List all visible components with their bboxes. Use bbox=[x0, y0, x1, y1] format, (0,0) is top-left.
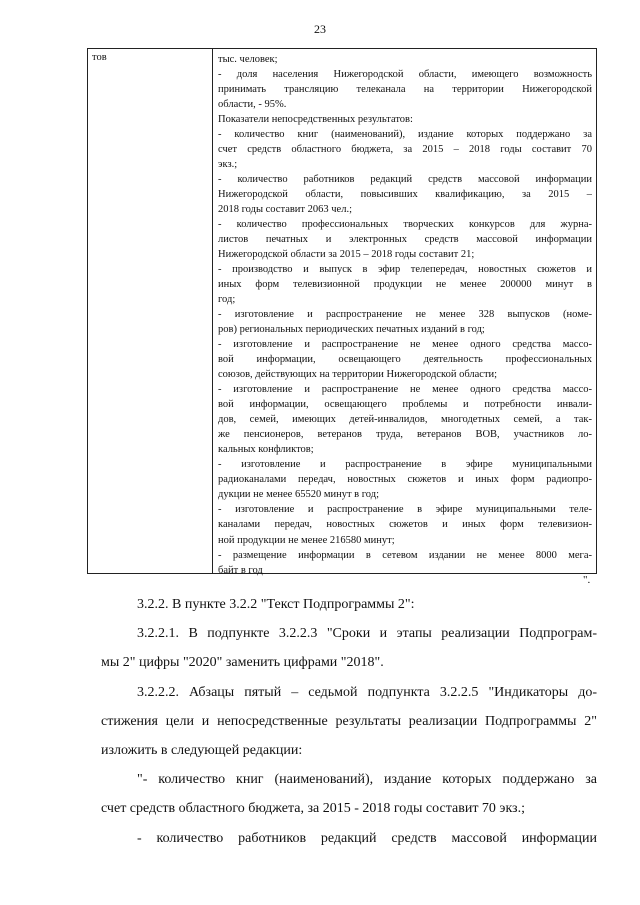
closing-quote: ". bbox=[583, 574, 591, 586]
table-line: - изготовление и распространение в эфире муниципальными bbox=[218, 459, 592, 471]
table-line: - количество книг (наименований), издание которых поддержано за bbox=[218, 129, 592, 141]
table-line: - изготовление и распространение не менее 328 выпусков (номе- bbox=[218, 309, 592, 321]
table-line: ной продукции не менее 216580 минут; bbox=[218, 534, 395, 546]
table-line: - изготовление и распространение не менее одного средства массо- bbox=[218, 339, 592, 351]
table-line: тыс. человек; bbox=[218, 54, 278, 65]
table-line: принимать трансляцию телеканала на территории Нижегородской bbox=[218, 84, 592, 96]
table-line: дов, семей, имеющих детей-инвалидов, многодетных семей, а так- bbox=[218, 414, 592, 426]
table-line: дукции не менее 65520 минут в год; bbox=[218, 489, 380, 501]
paragraph-line: 3.2.2. В пункте 3.2.2 "Текст Подпрограммы 2": bbox=[137, 597, 415, 612]
table-line: 2018 годы составит 2063 чел.; bbox=[218, 204, 352, 216]
table-line: - изготовление и распространение в эфире муниципальными теле- bbox=[218, 504, 592, 516]
table-line: байт в год bbox=[218, 564, 263, 576]
table-line: же пенсионеров, ветеранов труда, ветеранов ВОВ, участников ло- bbox=[218, 429, 592, 441]
table-line: иных форм телевизионной продукции не менее 200000 минут в bbox=[218, 279, 592, 291]
table-line: радиоканалами передач, новостных сюжетов и иных форм радиопро- bbox=[218, 474, 592, 486]
table-line: каналами передач, новостных сюжетов и иных форм телевизион- bbox=[218, 519, 592, 531]
paragraph-line: изложить в следующей редакции: bbox=[101, 742, 303, 758]
table-line: союзов, действующих на территории Нижегородской области; bbox=[218, 369, 498, 381]
program-table bbox=[87, 48, 597, 574]
table-line: кальных конфликтов; bbox=[218, 444, 314, 456]
paragraph-line: счет средств областного бюджета, за 2015 - 2018 годы составит 70 экз.; bbox=[101, 801, 525, 817]
paragraph-line: 3.2.2.2. Абзацы пятый – седьмой подпункта 3.2.2.5 "Индикаторы до- bbox=[137, 684, 597, 700]
paragraph-line: стижения цели и непосредственные результаты реализации Подпрограммы 2" bbox=[101, 713, 597, 729]
table-line: счет средств областного бюджета, за 2015 – 2018 годы составит 70 bbox=[218, 144, 592, 156]
table-line: Показатели непосредственных результатов: bbox=[218, 114, 413, 126]
paragraph-line: - количество работников редакций средств массовой информации bbox=[137, 830, 597, 846]
table-line: - количество профессиональных творческих конкурсов для журна- bbox=[218, 219, 592, 231]
table-line: - количество работников редакций средств массовой информации bbox=[218, 174, 592, 186]
table-left-cell: тов bbox=[92, 52, 107, 63]
table-line: - производство и выпуск в эфир телепередач, новостных сюжетов и bbox=[218, 264, 592, 276]
table-line: - доля населения Нижегородской области, имеющего возможность bbox=[218, 69, 592, 81]
table-line: листов печатных и электронных средств массовой информации bbox=[218, 234, 592, 246]
body-text bbox=[101, 590, 597, 853]
table-line: - изготовление и распространение не менее одного средства массо- bbox=[218, 384, 592, 396]
table-line: Нижегородской области за 2015 – 2018 годы составит 21; bbox=[218, 249, 475, 261]
table-line: ров) региональных периодических печатных изданий в год; bbox=[218, 324, 485, 336]
table-line: вой информации, освещающего проблемы и потребности инвали- bbox=[218, 399, 592, 411]
table-line: вой информации, освещающего деятельность профессиональных bbox=[218, 354, 592, 366]
table-line: год; bbox=[218, 294, 236, 306]
page-number: 23 bbox=[314, 22, 326, 36]
table-line: Нижегородской области, повысивших квалификацию, за 2015 – bbox=[218, 189, 592, 201]
paragraph-line: мы 2" цифры "2020" заменить цифрами "2018". bbox=[101, 655, 384, 671]
table-line: - размещение информации в сетевом издании не менее 8000 мега- bbox=[218, 549, 592, 561]
paragraph-line: "- количество книг (наименований), издание которых поддержано за bbox=[137, 772, 597, 788]
table-right-cell bbox=[218, 52, 592, 578]
column-divider bbox=[212, 49, 213, 573]
paragraph-line: 3.2.2.1. В подпункте 3.2.2.3 "Сроки и этапы реализации Подпрограм- bbox=[137, 626, 597, 642]
table-line: экз.; bbox=[218, 159, 238, 171]
table-line: области, - 95%. bbox=[218, 99, 287, 111]
